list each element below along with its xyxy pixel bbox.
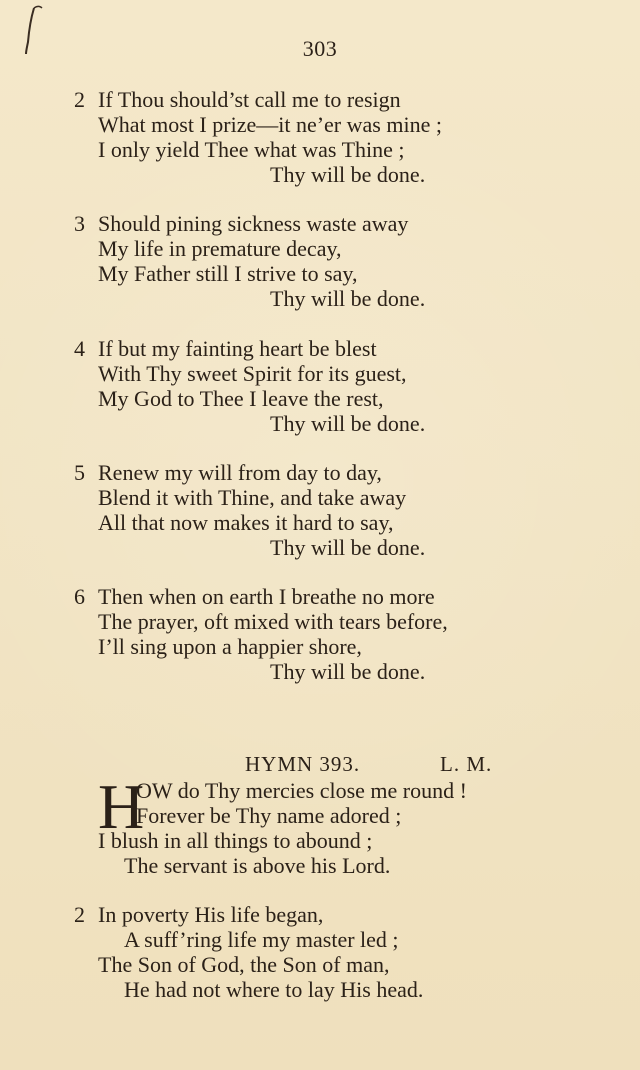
refrain-line: Thy will be done. (270, 162, 426, 187)
stanza-number: 6 (74, 584, 85, 609)
hymn-meter: L. M. (440, 752, 493, 776)
hymn-header (0, 750, 640, 778)
verse-line: What most I prize—it ne’er was mine ; (98, 112, 442, 137)
verse-line: A suff’ring life my master led ; (124, 927, 399, 952)
refrain-line: Thy will be done. (270, 286, 426, 311)
verse-line: The prayer, oft mixed with tears before, (98, 609, 448, 634)
hymn-title: HYMN 393. (245, 752, 361, 776)
verse-line: My life in premature decay, (98, 236, 342, 261)
verse-line: OW do Thy mercies close me round ! (136, 778, 467, 803)
verse-line: Then when on earth I breathe no more (98, 584, 435, 609)
verse-line: In poverty His life began, (98, 902, 324, 927)
verse-line: My Father still I strive to say, (98, 261, 358, 286)
dropcap-letter: H (98, 771, 145, 842)
stanza-number: 2 (74, 87, 85, 112)
verse-line: I’ll sing upon a happier shore, (98, 634, 362, 659)
verse-line: I blush in all things to abound ; (98, 828, 373, 853)
verse-line: He had not where to lay His head. (124, 977, 424, 1002)
stanza-number: 4 (74, 336, 85, 361)
verse-line: If but my fainting heart be blest (98, 336, 377, 361)
page-number: 303 (302, 36, 338, 61)
stanza-number: 2 (74, 902, 85, 927)
verse-line: Renew my will from day to day, (98, 460, 382, 485)
verse-line: With Thy sweet Spirit for its guest, (98, 361, 407, 386)
verse-line: The servant is above his Lord. (124, 853, 391, 878)
verse-line: The Son of God, the Son of man, (98, 952, 390, 977)
verse-line: Blend it with Thine, and take away (98, 485, 407, 510)
refrain-line: Thy will be done. (270, 411, 426, 436)
refrain-line: Thy will be done. (270, 659, 426, 684)
verse-line: Forever be Thy name adored ; (136, 803, 402, 828)
verse-line: If Thou should’st call me to resign (98, 87, 401, 112)
verse-line: Should pining sickness waste away (98, 211, 409, 236)
refrain-line: Thy will be done. (270, 535, 426, 560)
verse-line: My God to Thee I leave the rest, (98, 386, 384, 411)
verse-line: All that now makes it hard to say, (98, 510, 394, 535)
stanza-number: 3 (74, 211, 85, 236)
stanza-number: 5 (74, 460, 85, 485)
verse-line: I only yield Thee what was Thine ; (98, 137, 405, 162)
